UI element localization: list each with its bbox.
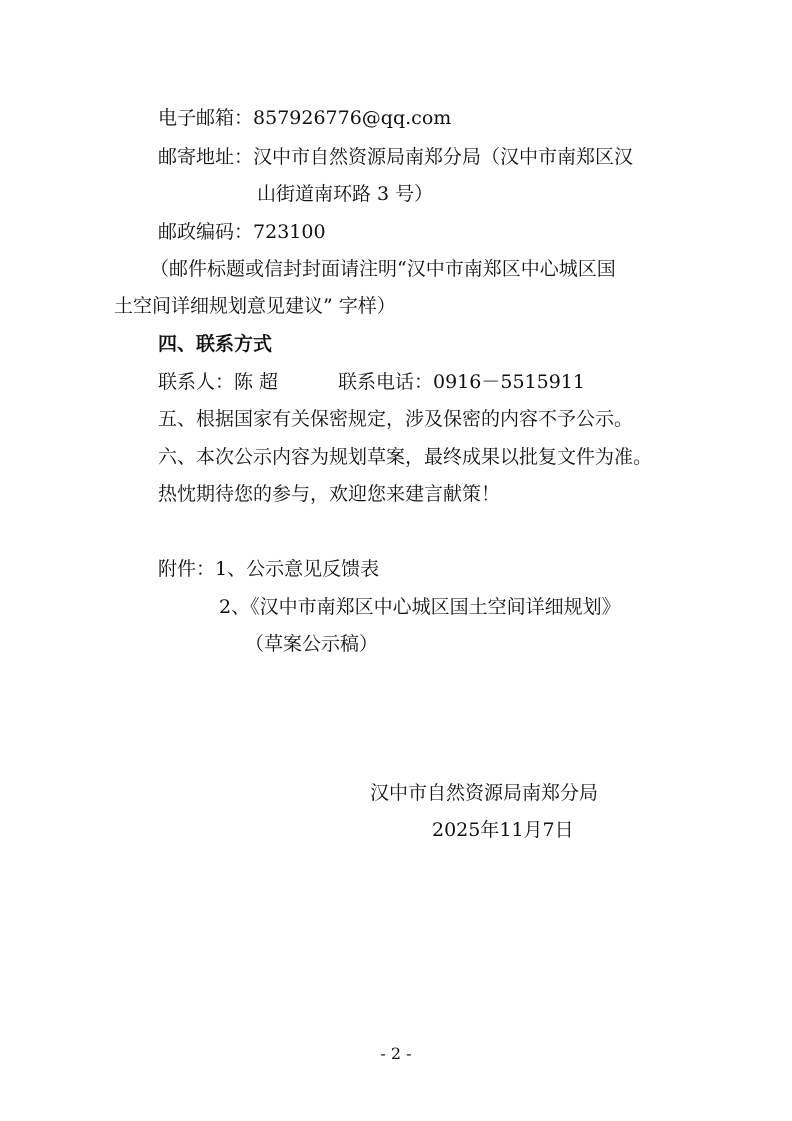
contact-phone-label: 联系电话：	[338, 371, 434, 393]
note-text-1: （邮件标题或信封封面请注明“汉中市南郑区中心城区国	[150, 258, 616, 280]
note-line-1	[150, 257, 616, 281]
address-line-2	[257, 182, 433, 206]
attachment-item-2: 2、《汉中市南郑区中心城区国土空间详细规划》	[219, 596, 621, 618]
section-6-line	[158, 445, 652, 469]
attachment-item-2-sub: （草案公示稿）	[245, 633, 379, 655]
attachment-label: 附件：	[158, 558, 216, 580]
email-label: 电子邮箱：	[158, 107, 254, 129]
signature-date: 2025年11月7日	[432, 819, 574, 841]
attachment-line-1	[158, 557, 379, 581]
signature-date-line	[432, 818, 574, 842]
section-5-text: 五、根据国家有关保密规定，涉及保密的内容不予公示。	[158, 408, 634, 430]
note-line-2	[114, 294, 396, 318]
closing-text: 热忱期待您的参与，欢迎您来建言献策！	[158, 483, 501, 505]
address-label: 邮寄地址：	[158, 146, 254, 168]
contact-person-name: 陈 超	[234, 371, 279, 393]
postcode-value: 723100	[253, 221, 326, 243]
email-line	[158, 106, 451, 130]
email-value: 857926776@qq.com	[253, 107, 452, 129]
signature-org: 汉中市自然资源局南郑分局	[370, 782, 599, 804]
contact-person-line	[158, 370, 278, 394]
postcode-label: 邮政编码：	[158, 221, 254, 243]
contact-person-label: 联系人：	[158, 371, 235, 393]
address-line-1	[158, 145, 633, 169]
section-5-line	[158, 407, 633, 431]
page-number: - 2 -	[380, 1044, 412, 1063]
attachment-line-2	[219, 595, 621, 619]
attachment-item-1: 1、公示意见反馈表	[215, 558, 380, 580]
address-text-2: 山街道南环路 3 号）	[257, 183, 434, 205]
signature-org-line	[370, 781, 598, 805]
section-4-title: 四、联系方式	[158, 333, 273, 355]
contact-phone-value: 0916－5515911	[433, 371, 585, 393]
attachment-line-2-sub	[245, 632, 378, 656]
note-text-2: 土空间详细规划意见建议” 字样）	[114, 295, 396, 317]
closing-line	[158, 482, 500, 506]
address-text-1: 汉中市自然资源局南郑分局（汉中市南郑区汉	[253, 146, 634, 168]
section-4-heading	[158, 332, 272, 356]
postcode-line	[158, 220, 326, 244]
contact-phone-line	[338, 370, 585, 394]
section-6-text: 六、本次公示内容为规划草案，最终成果以批复文件为准。	[158, 446, 653, 468]
